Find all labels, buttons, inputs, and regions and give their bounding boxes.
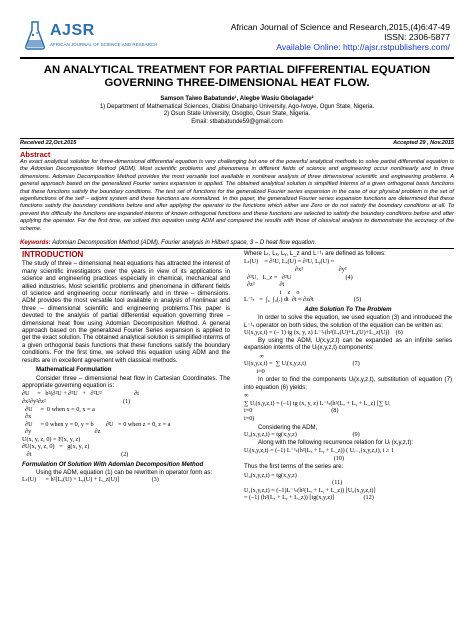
math-formulation-heading: Mathematical Formulation [36,366,112,374]
logo-subtitle: AFRICAN JOURNAL OF SCIENCE AND RESEARCH [50,42,158,47]
equation-line: U(x,y,z,t) = ∑ Uᵢ(x,y,z,t) (7) [244,360,360,368]
operators-intro: Where Lₜ, Lₓ, Lᵧ, L_z and L⁻¹ₜ are defined as follows: [244,250,386,257]
equation-line: ∂²U, L_z = ∂²U (4) [244,273,353,281]
equation-7 [244,353,452,376]
logo-text: AJSR [50,22,95,39]
equation-8 [244,392,452,422]
author-email: Email: stbabatunde59@gmail.com [191,118,283,125]
equation-line: U₁(x,y,z,t) = (–1)L⁻¹ₜ(h²(Lₓ + Lᵧ + L_z)) [U₀(x,y,z,t)] [244,486,376,494]
author-block [20,96,454,126]
equation-line: ∂U = 0 when x = 0, x = a [22,405,95,413]
equation-line: ∞ [244,392,249,400]
equation-line: (11) [244,479,343,487]
body-divider [20,248,454,249]
consider-text: Considering the ADM, [258,423,318,431]
adm-formulation-heading: Formulation Of Solution With Adomian Decomposition Method [22,460,204,468]
equation-line: Lₜ(U) = ∂²U, Lₓ(U) = ∂²U, Lᵧ(U) = [244,258,335,266]
equation-11-12 [244,472,452,502]
affiliation-1: 1) Department of Mathematical Sciences, Olabisi Onabanjo University, Ago-Iwoye, Ogun State, Nigeria. [99,103,375,110]
received-date: Received 22,Oct.2015 [20,140,77,146]
equation-4-5 [244,258,452,304]
equation-line: i=0 [244,367,265,375]
equation-line: U(x, y, z, 0) = F(x, y, z) [22,435,81,443]
flask-icon [24,20,46,50]
decomposition-text: By using the ADM, U(x,y,z,t) can be expanded as an infinite series expansion interms of the Uᵢ(x,y,z,t) components: [244,336,452,352]
author-names: Samson Taiwo Babatunde¹, Alegbe Wasiu Gbolagade² [160,96,314,102]
left-column [22,250,230,484]
equation-6: U(x,y,z,t) = (– 1) tg (x, y, z) L⁻¹ₜ(h²(Lₓ(U)+Lᵧ(U)+L_z(U)) (6) [244,329,403,337]
equation-line: t z o [244,288,300,296]
affiliation-2: 2) Osun State University, Osogbo, Osun State, Nigeria. [163,111,311,118]
submission-dates [20,140,454,148]
adm-formulation-text: Using the ADM, equation (1) can be rewritten in operator form as: [36,469,213,477]
equation-line: i=0) [244,414,255,422]
keywords-label: Keywords: [20,240,51,246]
equation-1-2 [22,390,230,458]
abstract-text: An exact analytical solution for three-dimensional differential equation is very challenging but one of the powerful analytical methods to solve partial differential equation is the Adomian Decomposition Method (ADM). Most scientific problems and phenomena in different fields of science and engineering occur nonlinearly and in three dimensions. Adomian Decomposition Method provides the most versatile tool available in nonlinear analysis of three dimensional scientific and engineering problems. A general approach based on the generalized Fourier series expansion is applied. The obtained analytical solution is simplified interms of a given orthogonal basis functions that these functions satisfy the boundary conditions. The test set of functions for the generalized Fourier series expansion in the case of our physical problem is the set of eigenfunctions of the self – adjoint system and these functions are normalized. In this paper, the generalized Fourier series expansion functions are determined that these functions satisfy the boundary conditions before and after applying the operator to the functions which either are Zero or do not satisfy the boundary conditions at all. To prevent this difficulty the functions are expanded interms of known orthogonal functions and these functions are selected to satisfy the boundary conditions before and after applying the operator. For the first time, we solved this equation using ADM and compared the results with those of classical analysis to demonstrate the accuracy of the scheme. [20,159,454,232]
header-divider [20,57,454,59]
equation-line: (10) [244,454,345,462]
keywords-text: Adomian Decomposition Method (ADM), Fourier analysis in Hilbert space, 3 – D heat flow equation. [50,240,317,246]
accepted-date: Accepted 29 , Nov.2015 [393,140,454,146]
abstract-divider [20,148,454,149]
journal-issn: ISSN: 2306-5877 [384,32,450,42]
first-terms-text: Thus the first terms of the series are: [244,463,344,471]
equation-line: U₀(x,y,z,t) = tg(x,y,z) [244,471,297,479]
adm-solution-text: In order to solve the equation, we used equation (3) and introduced the L⁻¹ₜ operator on both sides, the solution of the equation can be written as: [244,314,452,329]
introduction-text: The study of three – dimensional heat equations has attracted the interest of many scientific investigators over the years in view of its applications in science and engineering practices especially in chemical, mechanical and allied industries. Most scientific problems and phenomena in different fields of science and engineering occur nonlinearly and in three – dimensions. ADM provides the most versatile tool available in analysis of nonlinear and three – dimensional scientific and engineering problems.This paper is devoted to the analysis of partial differential equation governing three – dimensional heat flow using Adomian Decomposition Method. A general approach based on the generalized Fourier Series expansion is applied to get the exact solution. The obtained analytical solution is simplified interms of a given orthogonal basis functions that these functions satisfy the boundary conditions. For the first time, we solved this equation using ADM and the results are in excellent agreement with classical methods. [22,260,230,364]
journal-logo [24,20,184,54]
equation-line: ∂U = 0 when y = 0, y = b ∂U = 0 when z = 0, z = a [22,420,171,428]
equation-line: ∂z² ∂t [244,281,285,289]
abstract-heading: Abstract [20,150,51,159]
equation-line: ∞ [244,352,264,360]
dates-divider [20,138,454,139]
equation-line: ∂x² ∂y² [244,266,347,273]
adm-solution-heading: Adm Solution To The Problem [304,305,392,313]
equation-line: ∂x [22,413,32,421]
equation-3: Lₜ(U) = h²[Lₓ(U) + Lᵧ(U) + L_z(U)] (3) [22,476,159,484]
equation-line: ∂U = b²(∂²U + ∂²U + ∂²U² ∂t [22,390,140,398]
recurrence-text: Along with the following recurrence relation for Uᵢ (x,y,z,t): [258,438,413,446]
equation-line: ∂y ∂z [22,428,101,436]
substitution-text: In order to find the components Uᵢ(x,y,z,t), substitution of equation (7) into equation (6) yields; [244,376,452,391]
equation-line: Uᵢ(x,y,z,t) = (–1) L⁻¹ₜ(h²(Lₓ + Lᵧ + L_z)) ( Uᵢ₋₁(x,y,z,t), i ≥ 1 [244,446,395,454]
equation-line: ∂t (2) [22,451,129,459]
equation-line: = (–1) (h²(Lₓ + Lᵧ + L_z)) [tg(x,y,z)] (12) [244,494,374,502]
equation-line: i=0 (8) [244,407,339,415]
keywords-line [20,240,454,246]
journal-info [231,22,450,52]
paper-title: AN ANALYTICAL TREATMENT FOR PARTIAL DIFFERENTIAL EQUATION GOVERNING THREE-DIMENSIONAL HEAT FLOW. [43,64,431,89]
equation-9: U₀(x,y,z,t) = tg(x,y,z) (9) [244,430,360,438]
equation-line: ∑ Uᵢ(x,y,z,t) = (–1) tg (x, y, z) L⁻¹ₜ(h²(Lₓ + Lᵧ + L_z) [∑ Uᵢ [244,399,391,407]
right-column [244,250,452,503]
math-formulation-text: Consider three – dimensional heat flow in Cartesian Coordinates. The appropriate governing equation is: [22,374,230,389]
journal-header [0,0,474,60]
equation-line: ∂x²∂y²∂z² (1) [22,397,131,405]
journal-url-link[interactable]: Available Online: http://ajsr.rstpublishers.com/ [276,42,450,52]
equation-10 [244,447,452,462]
introduction-heading: INTRODUCTION [22,250,84,259]
equation-line: L⁻¹ₜ = ∫₀ ∫₀(.) dt ∂t ≈ ∂z∂t (5) [244,296,362,304]
equation-line: ∂U(x, y, z, 0) = g(x, y, z) [22,443,90,451]
journal-citation: African Journal of Science and Research,2015,(4)6:47-49 [230,22,450,32]
